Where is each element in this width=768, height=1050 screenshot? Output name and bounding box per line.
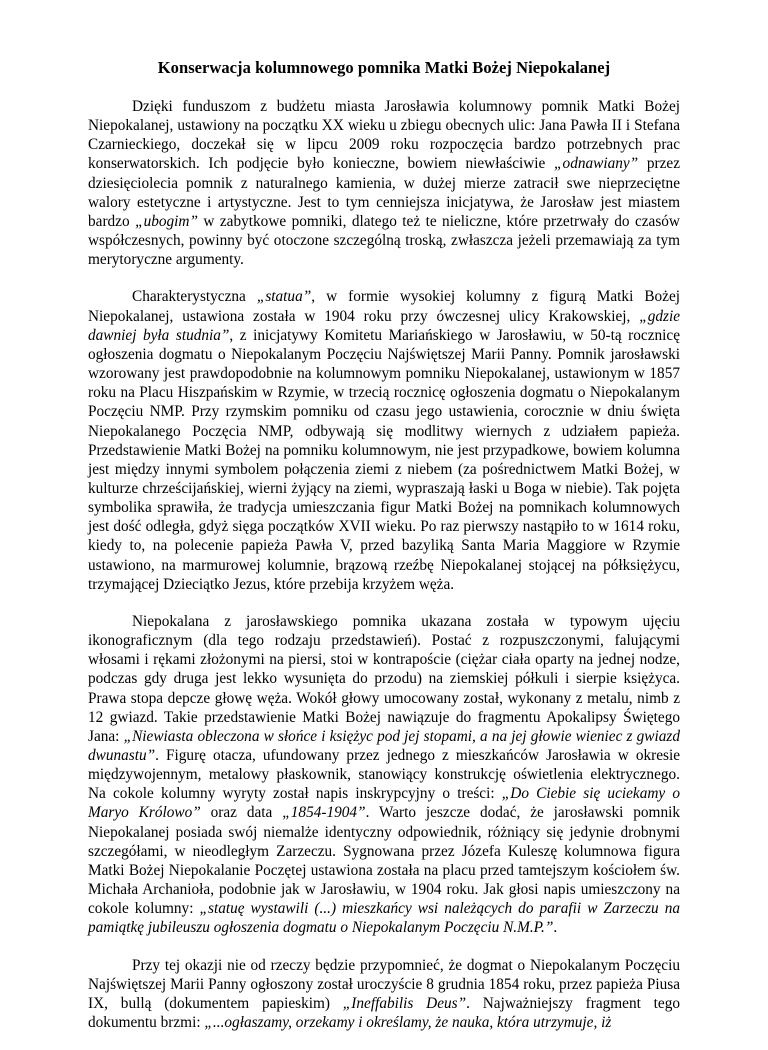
paragraph-4-run: Przy tej okazji nie od rzeczy będzie przypomnieć, że dogmat o Niepokalanym Poczęciu Najświętszej Marii Panny ogłoszony został uroczyście 8 grudnia 1854 roku, przez papieża Piusa IX, bullą (dokumentem papieskim) [88, 956, 680, 1012]
paragraph-1 [88, 97, 680, 269]
paragraph-2 [88, 287, 680, 594]
paragraph-1-quote-ubogim: „ubogim” [135, 212, 198, 230]
paragraph-3-quote-apocalypse: „Niewiasta obleczona w słońce i księżyc pod jej stopami, a na jej głowie wieniec z gwiazd dwunastu” [88, 727, 680, 764]
paragraph-3-quote-inscription: „Do Ciebie się uciekamy o Maryo Królowo” [88, 785, 681, 822]
paragraph-1-quote-odnawiany: „odnawiany” [554, 155, 639, 173]
paragraph-2-run: , w formie wysokiej kolumny z figurą Matki Bożej Niepokalanej, ustawiona została w 1904 roku przy ówczesnej ulicy Krakowskiej, [88, 288, 680, 325]
paragraph-3-run: oraz data [200, 804, 283, 822]
paragraph-4-quote-dogma: „...ogłaszamy, orzekamy i określamy, że nauka, która utrzymuje, iż [204, 1014, 612, 1032]
paragraph-2-quote-statua: „statua” [256, 288, 312, 306]
paragraph-4-run: . Najważniejszy fragment tego dokumentu brzmi: [88, 994, 681, 1032]
paragraph-3-run: . [553, 919, 558, 937]
paragraph-3-quote-zarzecze: „statuę wystawili (...) mieszkańcy wsi należących do parafii w Zarzeczu na pamiątkę jubileuszu ogłoszenia dogmatu o Niepokalanym Poczęciu N.M.P.” [88, 900, 680, 937]
paragraph-3-run: Niepokalana z jarosławskiego pomnika ukazana została w typowym ujęciu ikonograficznym (dla tego rodzaju przedstawień). Postać z rozpuszczonymi, falującymi włosami i rękami złożonymi na piersi, stoi w kontrapoście (ciężar ciała oparty na jednej nodze, podczas gdy druga jest lekko wysunięta do przodu) na ziemskiej półkuli i sierpie księżyca. Prawa stopa depcze głowę węża. Wokół głowy umocowany został, wykonany z metalu, nimb z 12 gwiazd. Takie przedstawienie Matki Bożej nawiązuje do fragmentu Apokalipsy Świętego Jana: [88, 612, 680, 745]
paragraph-2-run: Charakterystyczna [132, 288, 257, 306]
paragraph-1-run: przez dziesięciolecia pomnik z naturalnego kamienia, w dużej mierze zatracił swe nieprzeciętne walory estetyczne i artystyczne. Jest to tym cenniejsza inicjatywa, że Jarosław jest miastem bardzo [88, 155, 681, 230]
paragraph-3-quote-dates: „1854-1904” [282, 804, 366, 822]
paragraph-3-run: . Figurę otacza, ufundowany przez jednego z mieszkańców Jarosławia w okresie międzywojennym, metalowy płaskownik, stanowiący konstrukcję oświetlenia elektrycznego. Na cokole kolumny wyryty został napis inskrypcyjny o treści: [88, 747, 680, 803]
document-title: Konserwacja kolumnowego pomnika Matki Bożej Niepokalanej [157, 58, 611, 77]
paragraph-1-run: Dzięki funduszom z budżetu miasta Jarosławia kolumnowy pomnik Matki Bożej Niepokalanej, ustawiony na początku XX wieku u zbiegu obecnych ulic: Jana Pawła II i Stefana Czarnieckiego, doczekał się w lipcu 2009 roku rozpoczęcia bardzo potrzebnych prac konserwatorskich. Ich podjęcie było konieczne, bowiem niewłaściwie [88, 98, 680, 173]
paragraph-1-run: w zabytkowe pomniki, dlatego też te nieliczne, które przetrwały do czasów współczesnych, powinny być otoczone szczególną troską, zwłaszcza jeżeli przemawiają za tym merytoryczne argumenty. [88, 212, 680, 269]
paragraph-3 [88, 612, 680, 938]
paragraph-2-run: , z inicjatywy Komitetu Mariańskiego w Jarosławiu, w 50-tą rocznicę ogłoszenia dogmatu o Niepokalanym Poczęciu Najświętszej Marii Panny. Pomnik jarosławski wzorowany jest prawdopodobnie na kolumnowym pomniku Niepokalanej, ustawionym w 1857 roku na Placu Hiszpańskim w Rzymie, w trzecią rocznicę ogłoszenia dogmatu o Niepokalanym Poczęciu NMP. Przy rzymskim pomniku od czasu jego ustawienia, corocznie w dniu święta Niepokalanego Poczęcia NMP, odbywają się modlitwy wiernych z udziałem papieża. Przedstawienie Matki Bożej na pomniku kolumnowym, nie jest przypadkowe, bowiem kolumna jest między innymi symbolem połączenia ziemi z niebem (za pośrednictwem Matki Bożej, w kulturze chrześcijańskiej, wierni żyjący na ziemi, wypraszają łaski u Boga w niebie). Tak pojęta symbolika sprawiła, że tradycja umieszczania figur Matki Bożej na pomnikach kolumnowych jest dość odległa, gdyż sięga początków XVII wieku. Po raz pierwszy nastąpiło to w 1614 roku, kiedy to, na polecenie papieża Pawła V, przed bazyliką Santa Maria Maggiore w Rzymie ustawiono, na marmurowej kolumnie, brązową rzeźbę Niepokalanej stojącej na półksiężycu, trzymającej Dzieciątko Jezus, które przebija krzyżem węża. [88, 326, 680, 593]
paragraph-2-quote-studnia: „gdzie dawniej była studnia” [88, 307, 680, 344]
paragraph-3-run: . Warto jeszcze dodać, że jarosławski pomnik Niepokalanej posiada swój niemalże identyczny odpowiednik, różniący się jedynie drobnymi szczegółami, w nieodległym Zarzeczu. Sygnowana przez Józefa Kuleszę kolumnowa figura Matki Bożej Niepokalanie Poczętej ustawiona została na placu przed tamtejszym kościołem św. Michała Archanioła, podobnie jak w Jarosławiu, w 1904 roku. Jak głosi napis umieszczony na cokole kolumny: [88, 804, 681, 918]
document-page [88, 58, 680, 1050]
paragraph-4-quote-bull: „Ineffabilis Deus” [342, 994, 467, 1012]
